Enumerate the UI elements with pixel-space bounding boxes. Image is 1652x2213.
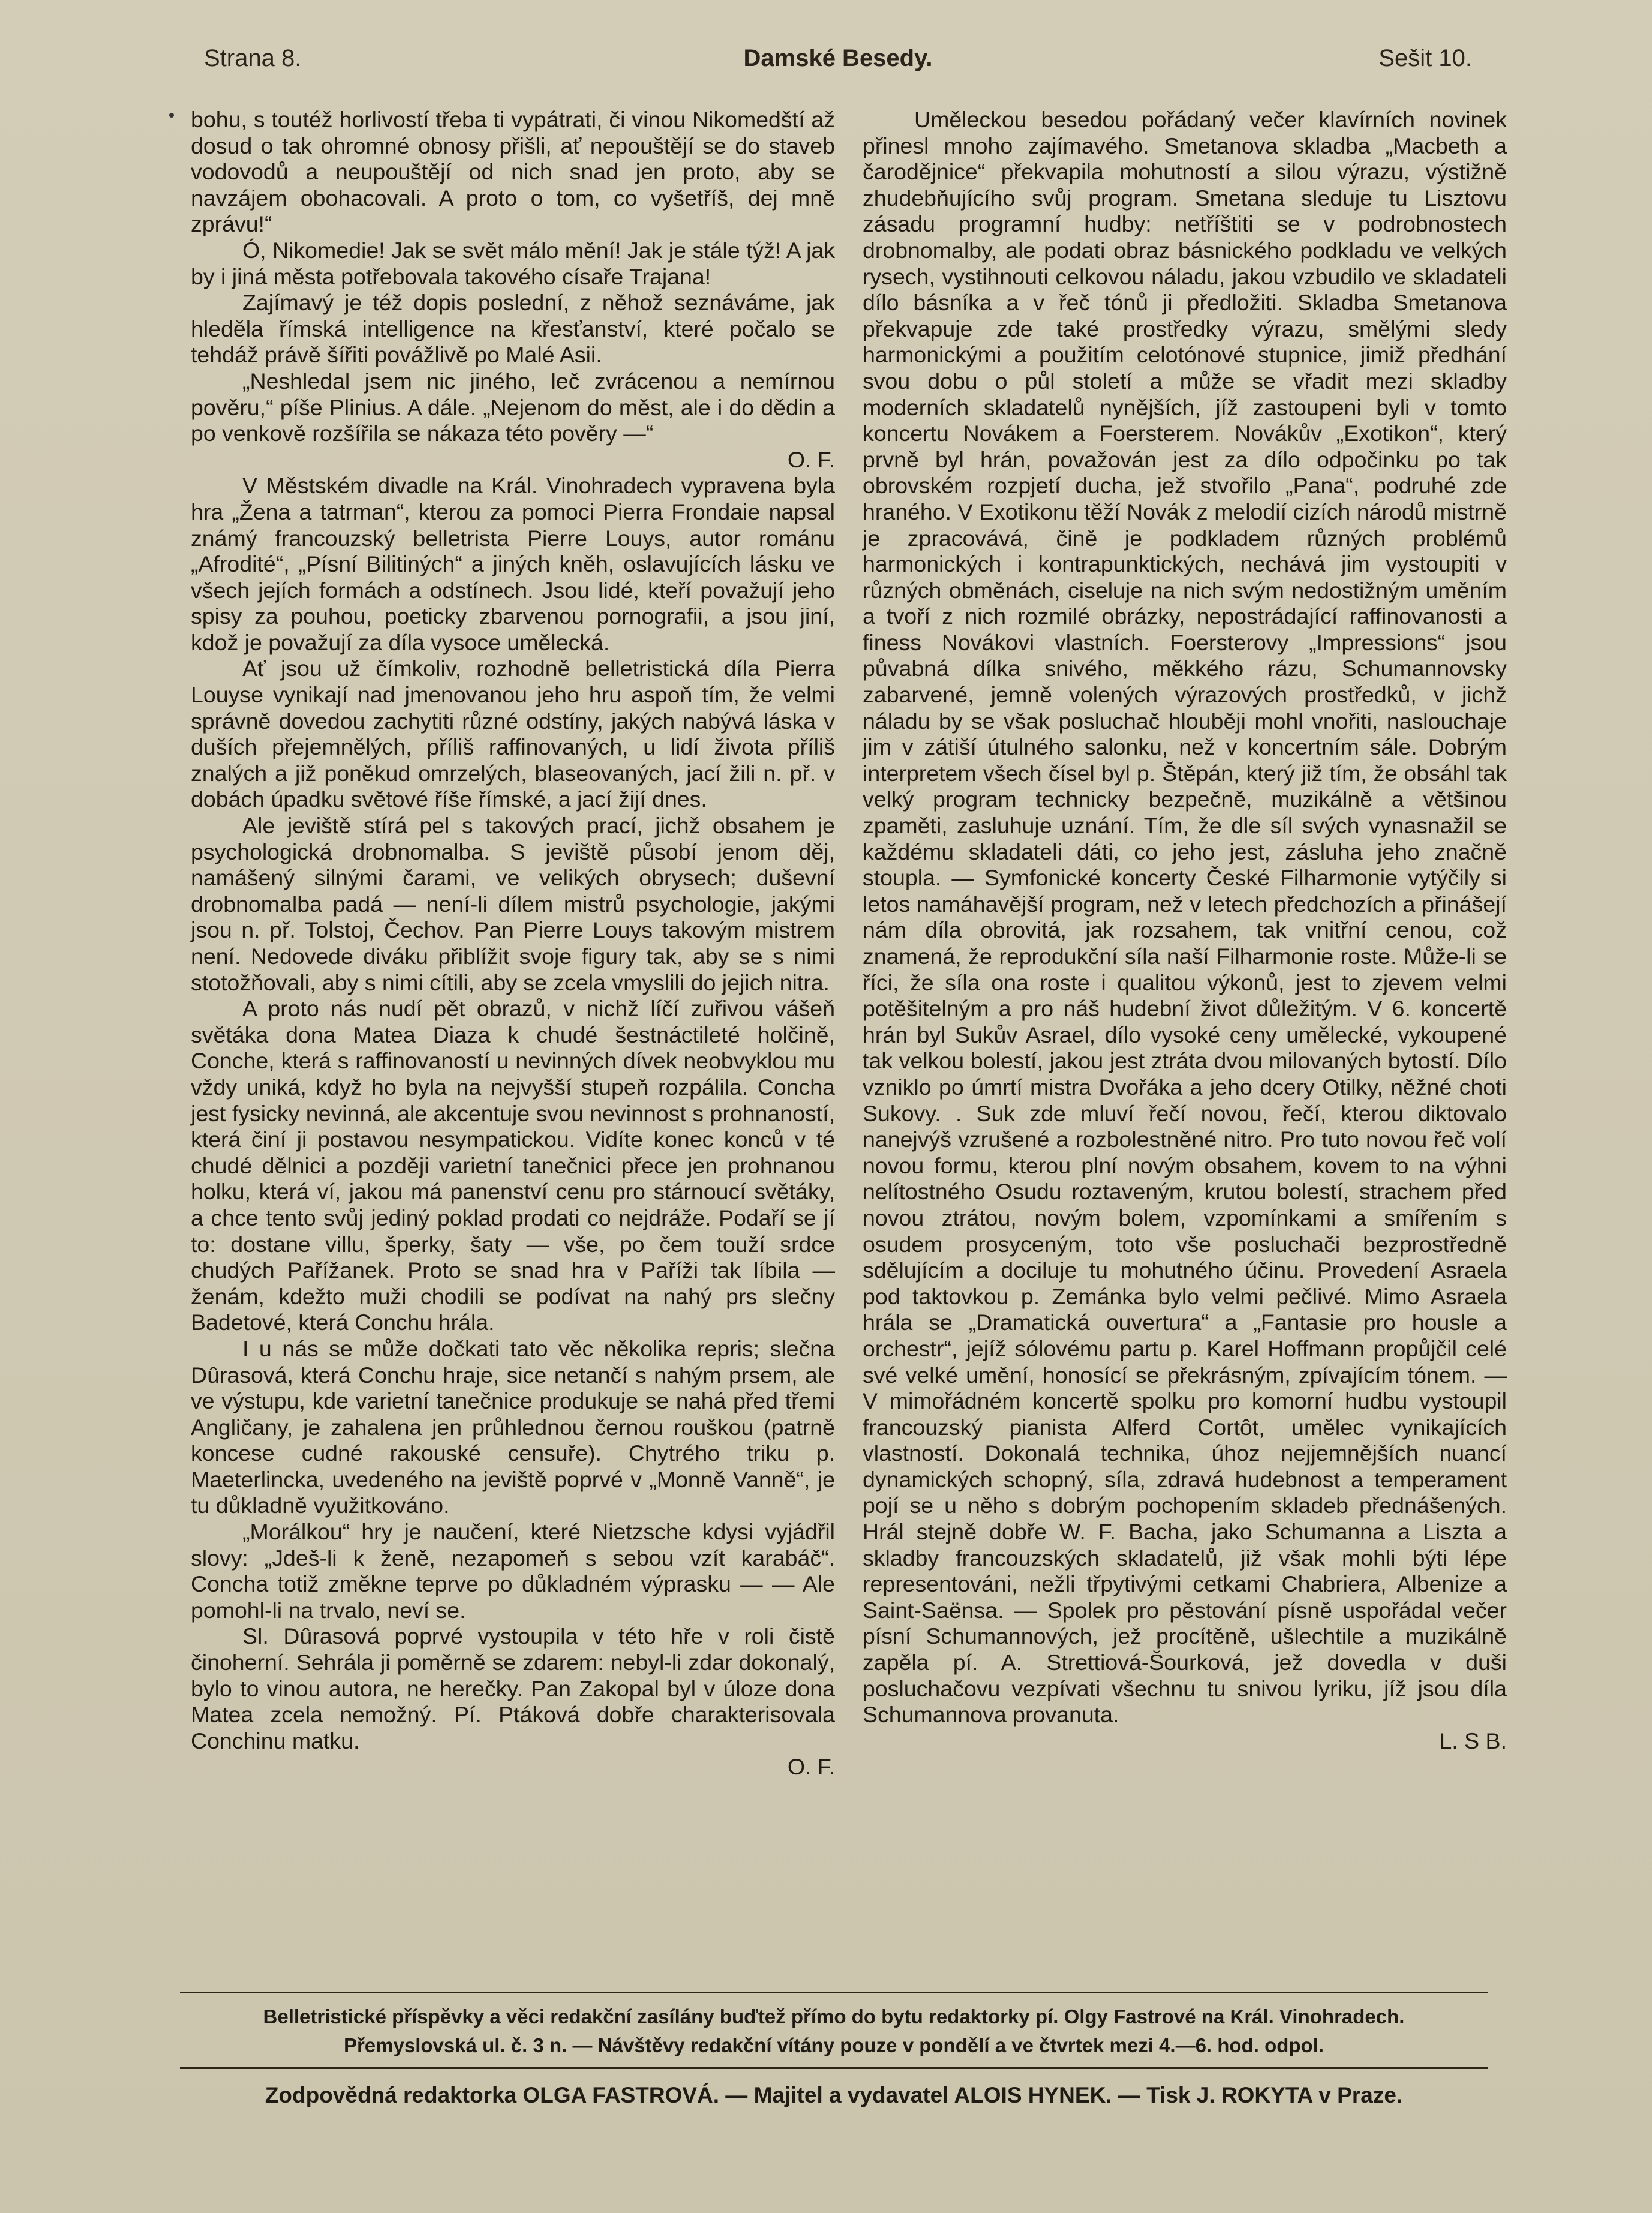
left-column xyxy=(191,107,835,1780)
signature: O. F. xyxy=(787,446,835,472)
notice-line: Přemyslovská ul. č. 3 n. — Návštěvy redakční vítány pouze v pondělí a ve čtvrtek mezi 4.—6. hod. odpol. xyxy=(343,2034,1324,2056)
right-column xyxy=(863,107,1507,1754)
page-number: Strana 8. xyxy=(204,44,302,71)
journal-title: Damské Besedy. xyxy=(743,44,933,71)
paragraph: Ať jsou už čímkoliv, rozhodně belletristická díla Pierra Louyse vynikají nad jmenovanou jeho hru aspoň tím, že velmi správně dovedou zachytiti různé odstíny, jakých nabývá láska v duších přejemnělých, příliš raffinovaných, u lidí života příliš znalých a již poněkud omrzelých, blaseovaných, jací žili n. př. v dobách úpadku světové říše římské, a jací žijí dnes. xyxy=(191,656,835,812)
paragraph: Zajímavý je též dopis poslední, z něhož seznáváme, jak hleděla římská intelligence na křesťanství, které počalo se tehdáž právě šířiti povážlivě po Malé Asii. xyxy=(191,290,835,368)
page-header xyxy=(204,37,1472,79)
print-dot xyxy=(169,113,174,118)
paragraph: V Městském divadle na Král. Vinohradech vypravena byla hra „Žena a tatrman“, kterou za pomoci Pierra Frondaie napsal známý francouzský belletrista Pierre Louys, autor románu „Afrodité“, „Písní Bilitiných“ a jiných kněh, oslavujících lásku ve všech jejích formách a odstínech. Jsou lidé, kteří považují jeho spisy za pouhou, poeticky zbarvenou pornografii, a jsou jiní, kdož je považují za díla vysoce umělecká. xyxy=(191,473,835,655)
paragraph: Ale jeviště stírá pel s takových prací, jichž obsahem je psychologická drobnomalba. S jeviště působí jenom děj, namášený silnými čarami, ve velikých obrysech; duševní drobnomalba padá — není-li dílem mistrů psychologie, jakými jsou n. př. Tolstoj, Čechov. Pan Pierre Louys takovým mistrem není. Nedovede diváku přiblížit svoje figury tak, aby se s nimi stotožňovali, aby s nimi cítili, aby se zcela vmyslili do jejich nitra. xyxy=(191,813,835,995)
paragraph: Ó, Nikomedie! Jak se svět málo mění! Jak je stále týž! A jak by i jiná města potřebovala takového císaře Trajana! xyxy=(191,237,835,289)
divider xyxy=(180,1992,1488,1993)
signature: O. F. xyxy=(787,1754,835,1780)
paragraph: bohu, s toutéž horlivostí třeba ti vypátrati, či vinou Nikomedští až dosud o tak ohromné obnosy přišli, ať nepouštějí se do staveb vodovodů a neupouštějí od nich snad jen proto, aby se navzájem obohacovali. A proto o tom, co vyšetříš, dej mně zprávu!“ xyxy=(191,107,835,237)
paragraph: Uměleckou besedou pořádaný večer klavírních novinek přinesl mnoho zajímavého. Smetanova skladba „Macbeth a čarodějnice“ překvapila mohutností a silou výrazu, výstižně zhudebňujícího svůj program. Smetana sleduje tu Lisztovu zásadu programní hudby: netříštiti se v podrobnostech drobnomalby, ale podati obraz básnického podkladu ve velkých rysech, vystihnouti celkovou náladu, jakou vzbudilo ve skladateli dílo básníka a v řeč tónů ji předložiti. Skladba Smetanova překvapuje zde také prostředky výrazu, smělými sledy harmonickými a použitím celotónové stupnice, jimiž předhání svou dobu o půl století a může se vřadit mezi skladby moderních skladatelů nynějších, jíž zastoupeni byli v tomto koncertu Novákem a Foersterem. Novákův „Exotikon“, který prvně byl hrán, považován jest za dílo odpočinku po tak obrovském rozpjetí ducha, jež stvořilo „Pana“, podruhé zde hraného. V Exotikonu těží Novák z melodií cizích národů mistrně je zpracovává, čině je podkladem různých problémů harmonických i kontrapunktických, nechává jim vystoupiti v různých obměnách, ciseluje na nich svým nedostižným uměním a tvoří z nich rozmilé obrázky, nepostrádající raffinovanosti a finess Novákovi vlastních. Foersterovy „Impressions“ jsou půvabná dílka snivého, měkkého rázu, Schumannovsky zabarvené, jemně volených výrazových prostředků, v jichž náladu by se však posluchač hlouběji mohl vnořiti, naslouchaje jim v zátiší útulného salonku, než v koncertním sále. Dobrým interpretem všech čísel byl p. Štěpán, který již tím, že obsáhl tak velký program technicky bezpečně, muzikálně a většinou zpaměti, zasluhuje uznání. Tím, že dle síl svých vynasnažil se každému skladateli dáti, co jeho jest, zásluha jeho značně stoupla. — Symfonické koncerty České Filharmonie vytýčily si letos namáhavější program, než v letech předchozích a přinášejí nám díla obrovitá, jak rozsahem, tak vnitřní cenou, což znamená, že reprodukční síla naší Filharmonie roste. Může-li se říci, že síla ona roste i qualitou výkonů, jest to zjevem velmi potěšitelným a pro náš hudební život důležitým. V 6. koncertě hrán byl Sukův Asrael, dílo vysoké ceny umělecké, vykoupené tak velkou bolestí, jakou jest ztráta dvou milovaných bytostí. Dílo vzniklo po úmrtí mistra Dvořáka a jeho dcery Otilky, něžné choti Sukovy. . Suk zde mluví řečí novou, řečí, kterou diktovalo nanejvýš vzrušené a rozbolestněné nitro. Pro tuto novou řeč volí novou formu, kterou plní novým obsahem, kovem to na výhni nelítostného Osudu roztaveným, krutou bolestí, strachem před novou ztrátou, novým bolem, vzpomínkami a smířením s osudem prosyceným, toto vše posluchači bezprostředně sdělujícím a dociluje tu mohutného účinu. Provedení Asraela pod taktovkou p. Zemánka bylo velmi pečlivé. Mimo Asraela hrála se „Dramatická ouvertura“ a „Fantasie pro housle a orchestr“, jejíž sólovému partu p. Karel Hoffmann propůjčil celé své velké umění, honosící se překrásným, zpívajícím tónem. — V mimořádném koncertě spolku pro komorní hudbu vystoupil francouzský pianista Alferd Cortôt, umělec vynikajících vlastností. Dokonalá technika, úhoz nejjemnějších nuancí dynamických schopný, síla, zdravá hudebnost a temperament pojí se u něho s dobrým pochopením skladeb přednášených. Hrál stejně dobře W. F. Bacha, jako Schumanna a Liszta a skladby francouzských skladatelů, již však mohli býti lépe representováni, nežli třpytivými cetkami Chabriera, Albenize a Saint-Saënsa. — Spolek pro pěstování písně uspořádal večer písní Schumannových, jež procítěně, ušlechtile a muzikálně zapěla pí. A. Strettiová-Šourková, jež dovedla v duši posluchačovu vezpívati všechnu tu snivou lyriku, jíž jsou díla Schumannova provanuta. xyxy=(863,107,1507,1728)
paragraph: „Neshledal jsem nic jiného, leč zvrácenou a nemírnou pověru,“ píše Plinius. A dále. „Nejenom do měst, ale i do dědin a po venkově rozšířila se nákaza této pověry —“ xyxy=(191,368,835,446)
paragraph: „Morálkou“ hry je naučení, které Nietzsche kdysi vyjádřil slovy: „Jdeš-li k ženě, nezapomeň s sebou vzít karabáč“. Concha totiž změkne teprve po důkladném výprasku — — Ale pomohl-li na trvalo, neví se. xyxy=(191,1519,835,1623)
paragraph: Sl. Dûrasová poprvé vystoupila v této hře v roli čistě činoherní. Sehrála ji poměrně se zdarem: nebyl-li zdar dokonalý, bylo to vinou autora, ne herečky. Pan Zakopal byl v úloze dona Matea zcela nemožný. Pí. Ptáková dobře charakterisovala Conchinu matku. xyxy=(191,1623,835,1753)
issue-number: Sešit 10. xyxy=(1378,44,1472,71)
divider xyxy=(180,2067,1488,2069)
paragraph: I u nás se může dočkati tato věc několika repris; slečna Dûrasová, která Conchu hraje, sice netančí s nahým prsem, ale ve výstupu, kde varietní tanečnice produkuje se nahá před třemi Angličany, je zahalena jen průhlednou černou rouškou (patrně koncese cudné rakouské censuře). Chytrého triku p. Maeterlincka, uvedeného na jeviště poprvé v „Monně Vanně“, je tu důkladně využitkováno. xyxy=(191,1335,835,1518)
imprint: Zodpovědná redaktorka OLGA FASTROVÁ. — Majitel a vydavatel ALOIS HYNEK. — Tisk J. ROKYTA v Praze. xyxy=(265,2083,1403,2107)
signature: L. S B. xyxy=(1439,1728,1507,1753)
editorial-notice xyxy=(180,2002,1488,2060)
paragraph: A proto nás nudí pět obrazů, v nichž líčí zuřivou vášeň světáka dona Matea Diaza k chudé šestnáctileté holčině, Conche, která s raffinovaností u nevinných dívek neobvyklou mu vždy uniká, když ho byla na nejvyšší stupeň rozpálila. Concha jest fysicky nevinná, ale akcentuje svou nevinnost s prohnaností, která činí ji postavou nesympatickou. Vidíte konec konců v té chudé dělnici a později varietní tanečnici přece jen prohnanou holku, která ví, jakou má panenství cenu pro stárnoucí světáky, a chce tento svůj jediný poklad prodati co nejdráže. Podaří se jí to: dostane villu, šperky, šaty — vše, po čem touží srdce chudých Pařížanek. Proto se snad hra v Paříži tak líbila — ženám, kdežto muži chodili se podívat na nahý prs slečny Badetové, která Conchu hrála. xyxy=(191,996,835,1335)
notice-line: Belletristické příspěvky a věci redakční zasílány buďtež přímo do bytu redaktorky pí. Olgy Fastrové na Král. Vinohradech. xyxy=(263,2005,1405,2028)
